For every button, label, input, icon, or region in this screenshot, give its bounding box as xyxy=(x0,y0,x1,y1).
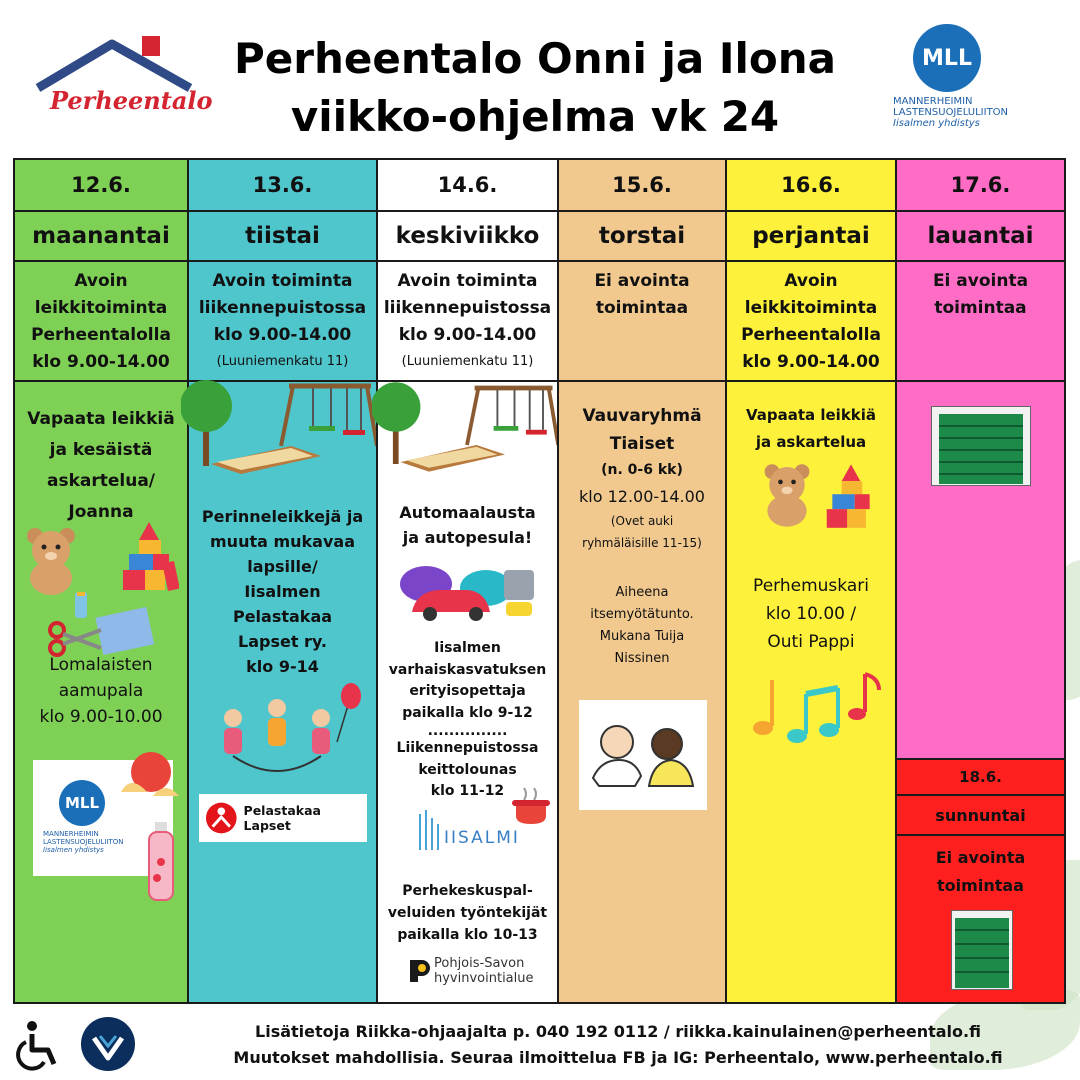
morning-line: Perheentalolla xyxy=(31,325,171,345)
pelastakaa-lapset-logo xyxy=(199,794,367,842)
mll-logo-line: LASTENSUOJELULIITON xyxy=(43,838,124,846)
program-line: paikalla klo 10-13 xyxy=(397,927,538,943)
mll-logo-circle: MLL xyxy=(59,780,105,826)
drink-bottle-icon xyxy=(143,822,179,902)
day-program xyxy=(897,382,1064,758)
program-line: Outi Pappi xyxy=(767,632,855,652)
footer-notice: Muutokset mahdollisia. Seuraa ilmoittelua FB ja IG: Perheentalo, www.perheentalo.fi xyxy=(233,1048,1003,1067)
pohjois-savon-logo-line: hyvinvointialue xyxy=(434,971,534,986)
program-line: Iisalmen xyxy=(244,582,321,601)
day-column-monday xyxy=(13,158,189,1004)
day-date: 16.6. xyxy=(727,160,895,212)
mll-logo-line: Iisalmen yhdistys xyxy=(43,846,104,854)
wheelchair-icon xyxy=(16,1020,64,1072)
toy-blocks-icon xyxy=(119,522,179,592)
day-column-saturday xyxy=(895,158,1066,760)
program-line: toimintaa xyxy=(937,876,1024,895)
program-text xyxy=(378,880,557,946)
morning-line: klo 9.00-14.00 xyxy=(213,325,352,345)
program-text xyxy=(727,572,895,656)
program-text xyxy=(15,652,187,730)
program-line: askartelua/ xyxy=(46,471,156,491)
playground-icon xyxy=(372,376,562,476)
title-line-2: viikko-ohjelma vk 24 xyxy=(290,92,780,141)
program-line: Liikennepuistossa xyxy=(396,740,539,756)
program-text xyxy=(559,402,725,482)
program-time: klo 12.00-14.00 xyxy=(579,487,705,506)
mll-logo-line: LASTENSUOJELULIITON xyxy=(893,107,1009,118)
morning-activity xyxy=(15,262,187,382)
program-line: Automaalausta xyxy=(399,503,536,522)
program-text xyxy=(378,638,557,803)
babies-picture xyxy=(579,700,707,810)
program-line: Mukana Tuija xyxy=(599,629,685,644)
program-line: Vapaata leikkiä xyxy=(745,406,877,424)
car-wash-icon xyxy=(396,562,546,632)
program-line: Vapaata leikkiä xyxy=(27,409,175,429)
teddy-bear-icon xyxy=(759,462,815,528)
program-line: Iisalmen xyxy=(434,640,501,656)
program-line: varhaiskasvatuksen xyxy=(388,661,547,678)
program-line: erityisopettaja xyxy=(409,683,526,699)
day-column-wednesday xyxy=(376,158,559,1004)
day-date: 13.6. xyxy=(189,160,376,212)
morning-line: Avoin toiminta xyxy=(397,271,538,291)
morning-line: leikkitoiminta xyxy=(34,298,168,318)
accessibility-badge-icon xyxy=(80,1016,136,1072)
day-program xyxy=(15,382,187,1002)
day-name: torstai xyxy=(559,212,725,262)
week-schedule xyxy=(13,158,1066,1004)
day-date: 15.6. xyxy=(559,160,725,212)
program-line: aamupala xyxy=(58,681,144,701)
morning-line: Avoin xyxy=(784,271,838,291)
children-playing-icon xyxy=(209,682,369,778)
program-line: ja autopesula! xyxy=(402,528,533,547)
program-line: Perhemuskari xyxy=(753,576,869,596)
program-line: Lapset ry. xyxy=(238,632,327,651)
iisalmi-logo-text: IISALMI xyxy=(444,828,520,848)
program-text xyxy=(727,402,895,456)
morning-line: liikennepuistossa xyxy=(198,298,367,318)
day-date: 17.6. xyxy=(897,160,1064,212)
program-line: klo 9.00-10.00 xyxy=(39,707,163,727)
program-text xyxy=(189,504,376,679)
cooking-pot-icon xyxy=(508,782,554,828)
program-line: Perhekeskuspal- xyxy=(402,883,533,899)
toy-blocks-icon xyxy=(823,464,879,530)
morning-line: klo 9.00-14.00 xyxy=(398,325,537,345)
morning-activity xyxy=(378,262,557,382)
morning-address: (Luuniemenkatu 11) xyxy=(216,354,349,369)
morning-activity xyxy=(727,262,895,382)
day-name: sunnuntai xyxy=(897,796,1064,836)
pohjois-savon-logo-text xyxy=(434,956,534,986)
pelastakaa-lapset-icon xyxy=(205,801,238,835)
iisalmi-logo-icon xyxy=(414,810,442,850)
morning-line: Perheentalolla xyxy=(741,325,881,345)
music-notes-icon xyxy=(747,664,887,754)
morning-activity xyxy=(897,262,1064,382)
day-name: maanantai xyxy=(15,212,187,262)
mll-logo-line: MANNERHEIMIN xyxy=(43,830,99,838)
playground-icon xyxy=(181,376,381,476)
mll-logo-text xyxy=(893,96,1053,129)
footer-contact: Lisätietoja Riikka-ohjaajalta p. 040 192 0112 / riikka.kainulainen@perheentalo.fi xyxy=(255,1022,981,1041)
day-program xyxy=(559,382,725,1002)
program-line: keittolounas xyxy=(418,761,517,778)
mll-logo-text xyxy=(43,830,124,854)
program-line: klo 11-12 xyxy=(430,783,505,799)
babies-icon xyxy=(579,700,707,810)
program-line: Nissinen xyxy=(614,651,670,666)
day-column-friday xyxy=(725,158,897,1004)
program-line: klo 9-14 xyxy=(246,657,319,676)
morning-activity xyxy=(559,262,725,382)
morning-line: klo 9.00-14.00 xyxy=(742,352,880,372)
closed-shutter-icon xyxy=(931,406,1031,486)
morning-address: (Luuniemenkatu 11) xyxy=(401,354,534,369)
apple-icon xyxy=(113,742,183,812)
day-program xyxy=(378,382,557,1002)
morning-line: toimintaa xyxy=(934,298,1027,318)
mll-logo xyxy=(893,24,1053,134)
morning-line: Ei avointa xyxy=(932,271,1029,291)
day-column-thursday xyxy=(557,158,727,1004)
program-line: itsemyötätunto. xyxy=(590,607,694,622)
footer xyxy=(0,1004,1080,1080)
program-line: Ei avointa xyxy=(935,848,1026,867)
program-line: Vauvaryhmä xyxy=(582,406,702,426)
program-note xyxy=(559,510,725,554)
day-column-tuesday xyxy=(187,158,378,1004)
pohjois-savon-logo-icon xyxy=(408,958,430,984)
program-text xyxy=(559,582,725,670)
day-program xyxy=(727,382,895,1002)
mll-logo-circle: MLL xyxy=(913,24,981,92)
morning-line: klo 9.00-14.00 xyxy=(32,352,170,372)
program-text xyxy=(15,404,187,528)
morning-line: leikkitoiminta xyxy=(744,298,878,318)
morning-line: liikennepuistossa xyxy=(383,298,552,318)
day-name: perjantai xyxy=(727,212,895,262)
day-name: lauantai xyxy=(897,212,1064,262)
program-line: klo 10.00 / xyxy=(765,604,857,624)
day-program xyxy=(189,382,376,1002)
program-line: Lomalaisten xyxy=(49,655,153,675)
day-column-sunday xyxy=(895,758,1066,1004)
day-date: 14.6. xyxy=(378,160,557,212)
program-line: (Ovet auki xyxy=(610,514,674,528)
day-name: tiistai xyxy=(189,212,376,262)
morning-line: Avoin toiminta xyxy=(212,271,353,291)
program-line: Aiheena xyxy=(615,585,669,600)
closed-shutter-icon xyxy=(951,910,1013,990)
program-line: veluiden työntekijät xyxy=(387,905,548,921)
perheentalo-logo xyxy=(30,30,213,130)
pelastakaa-lapset-text: Pelastakaa Lapset xyxy=(243,803,321,833)
mll-logo-line: Iisalmen yhdistys xyxy=(893,118,980,129)
morning-line: Avoin xyxy=(74,271,128,291)
day-name: keskiviikko xyxy=(378,212,557,262)
program-line: paikalla klo 9-12 xyxy=(402,704,533,721)
mll-logo-line: MANNERHEIMIN xyxy=(893,96,973,107)
program-line: Joanna xyxy=(68,502,134,522)
program-line: Perinneleikkejä ja xyxy=(201,507,364,526)
morning-line: toimintaa xyxy=(595,298,689,318)
program-text xyxy=(378,500,557,550)
program-line: ............... xyxy=(427,723,508,739)
program-line: lapsille/ xyxy=(247,557,318,576)
pohjois-savon-logo-line: Pohjois-Savon xyxy=(434,956,525,971)
program-line: Pelastakaa xyxy=(232,607,333,626)
day-date: 12.6. xyxy=(15,160,187,212)
header xyxy=(0,0,1080,158)
perheentalo-logo-text: Perheentalo xyxy=(50,86,213,115)
page-title xyxy=(215,30,855,146)
morning-line: Ei avointa xyxy=(594,271,690,291)
day-program xyxy=(897,844,1064,900)
program-line: ja kesäistä xyxy=(49,440,153,460)
teddy-bear-icon xyxy=(21,526,81,596)
morning-activity xyxy=(189,262,376,382)
pohjois-savon-logo xyxy=(408,954,548,994)
program-line: (n. 0-6 kk) xyxy=(601,462,683,478)
day-date: 18.6. xyxy=(897,760,1064,796)
program-line: ryhmäläisille 11-15) xyxy=(582,536,702,550)
title-line-1: Perheentalo Onni ja Ilona xyxy=(233,34,837,83)
program-line: ja askartelua xyxy=(755,433,867,451)
program-line: muuta mukavaa xyxy=(210,532,355,551)
program-line: Tiaiset xyxy=(609,434,675,454)
